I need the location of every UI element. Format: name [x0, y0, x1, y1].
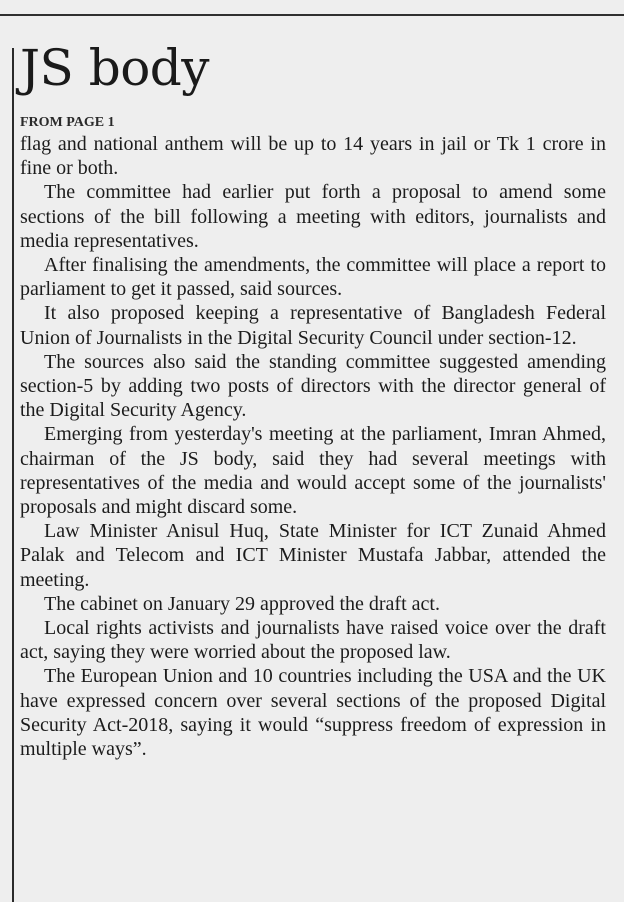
jump-label: FROM PAGE 1: [20, 115, 115, 130]
article-paragraph: Local rights activists and journalists have raised voice over the draft act, saying they were worried about the proposed law.: [20, 617, 606, 664]
article-paragraph: Emerging from yesterday's meeting at the parliament, Imran Ahmed, chairman of the JS body, said they had several meetings with representatives of the media and would accept some of the journalists' proposals and might discard some.: [20, 423, 606, 519]
article-paragraph: It also proposed keeping a representative of Bangladesh Federal Union of Journalists in the Digital Security Council under section-12.: [20, 302, 606, 349]
article-paragraph: flag and national anthem will be up to 14 years in jail or Tk 1 crore in fine or both.: [20, 133, 606, 180]
article-headline: JS body: [20, 39, 210, 97]
article-paragraph: The cabinet on January 29 approved the draft act.: [44, 592, 440, 615]
left-column-rule: [12, 48, 14, 902]
article-paragraph: The committee had earlier put forth a proposal to amend some sections of the bill following a meeting with editors, journalists and media representatives.: [20, 181, 606, 252]
article-paragraph: The sources also said the standing committee suggested amending section-5 by adding two posts of directors with the director general of the Digital Security Agency.: [20, 350, 606, 422]
article-paragraph: After finalising the amendments, the committee will place a report to parliament to get it passed, said sources.: [20, 254, 606, 301]
article-paragraph: Law Minister Anisul Huq, State Minister for ICT Zunaid Ahmed Palak and Telecom and ICT Minister Mustafa Jabbar, attended the meeting.: [20, 520, 606, 591]
article-paragraph: The European Union and 10 countries including the USA and the UK have expressed concern over several sections of the proposed Digital Security Act-2018, saying it would “suppress freedom of expression in multiple ways”.: [20, 665, 606, 761]
article-body: [20, 132, 606, 761]
top-column-rule: [0, 14, 624, 16]
article: [20, 38, 606, 761]
